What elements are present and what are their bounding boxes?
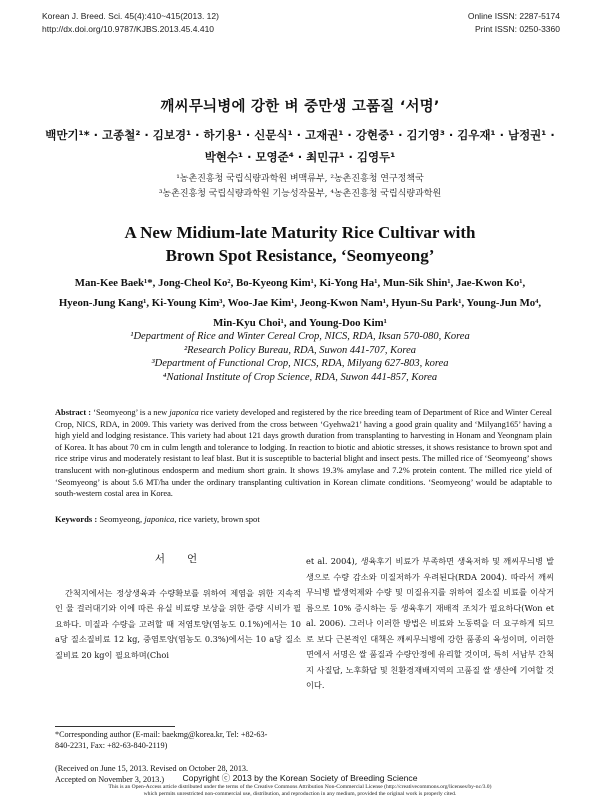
footnote-divider bbox=[55, 726, 175, 727]
corresponding-line-2: 840-2231, Fax: +82-63-840-2119) bbox=[55, 741, 168, 750]
korean-authors bbox=[20, 124, 580, 168]
english-title-line-2: Brown Spot Resistance, ‘Seomyeong’ bbox=[165, 246, 435, 265]
english-affiliation-line-3: ³Department of Functional Crop, NICS, RDA, Milyang 627-803, korea bbox=[151, 358, 449, 369]
journal-header-left bbox=[42, 10, 219, 36]
license-line-2: which permits unrestricted non-commercial use, distribution, and reproduction in any medium, provided the original work is properly cited. bbox=[143, 791, 457, 797]
keywords-text-2: , rice variety, brown spot bbox=[174, 514, 260, 524]
body-left-column bbox=[55, 552, 301, 663]
doi-link[interactable]: http://dx.doi.org/10.9787/KJBS.2013.45.4.410 bbox=[42, 24, 215, 34]
journal-header-right bbox=[468, 10, 560, 36]
journal-citation: Korean J. Breed. Sci. 45(4):410~415(2013. 12) bbox=[42, 11, 219, 21]
english-title bbox=[20, 221, 580, 267]
copyright-notice: Copyright ⓒ 2013 by the Korean Society of Breeding Science bbox=[182, 773, 418, 783]
english-affiliations bbox=[20, 330, 580, 384]
korean-affiliations bbox=[20, 172, 580, 202]
korean-authors-line-2: 박현수¹ · 모영준⁴ · 최민규¹ · 김영두¹ bbox=[204, 150, 396, 164]
abstract-japonica: japonica bbox=[169, 408, 199, 417]
abstract-text-2: rice variety developed and registered by the rice breeding team of Department of Rice and Winter Cereal Crop, NICS, RDA, in 2009. This variety was derived from the cross between ‘Gyehwa21’ having a good grain quality and ‘Milyang165’ having a high yield and lodging resistance. This variety had about 121 days growth duration from transplanting to harvesting in Honam and Yeongnam plain of Korea. It has about 70 cm in culm length and tolerance to lodging. In reaction to biotic and abiotic stresses, it shows resistance to brown spot and rice stripe virus and moderately resistant to leaf blast. But it is susceptible to bacterial blight and insect pests. The milled rice of ‘Seomyeong’ shows translucent with non-glutinous endosperm and medium short grain. It shows 19.3% amylase and 7.2% protein content. The milled rice yield of ‘Seomyeong’ is about 5.6 MT/ha under the ordinary transplanting cultivation in Korean climate conditions. ‘Seomyeong’ would be adaptable to south-western costal area in Korea. bbox=[55, 408, 552, 499]
korean-affiliation-line-2: ³농촌진흥청 국립식량과학원 기능성작물부, ⁴농촌진흥청 국립식량과학원 bbox=[158, 189, 442, 199]
body-paragraph-left: 간척지에서는 정상생육과 수량확보를 위하여 제염을 위한 지속적인 물 걸러대기와 이에 따른 유실 비료량 보상을 위한 증량 시비가 필요하다. 미질과 수량을 고려할 때 저염토양(염농도 0.1%)에서는 10 a당 질소질비료 12 kg, 중염토양(염농도 0.3%)에서는 10 a당 질소질비료 20 kg이 필요하며(Choi bbox=[55, 587, 301, 660]
accepted-line: Accepted on November 3, 2013.) bbox=[55, 775, 165, 784]
english-authors-line-3: Min-Kyu Choi¹, and Young-Doo Kim¹ bbox=[213, 317, 387, 329]
keywords bbox=[55, 514, 260, 524]
english-affiliation-line-1: ¹Department of Rice and Winter Cereal Crop, NICS, RDA, Iksan 570-080, Korea bbox=[130, 331, 470, 342]
keywords-japonica: japonica bbox=[144, 514, 175, 524]
english-title-line-1: A New Midium-late Maturity Rice Cultivar with bbox=[124, 223, 476, 242]
abstract-label: Abstract : bbox=[55, 408, 94, 417]
english-authors bbox=[20, 273, 580, 333]
corresponding-line-1: *Corresponding author (E-mail: baekmg@korea.kr, Tel: +82-63- bbox=[55, 730, 268, 739]
abstract bbox=[55, 407, 552, 500]
english-affiliation-line-2: ²Research Policy Bureau, RDA, Suwon 441-707, Korea bbox=[183, 344, 417, 356]
license-notice bbox=[40, 784, 560, 798]
license-line-1: This is an Open-Access article distributed under the terms of the Creative Commons Attribution Non-Commercial License (http://creativecommons.org/licenses/by-nc/3.0) bbox=[108, 784, 492, 790]
body-paragraph-right: et al. 2004), 생육후기 비료가 부족하면 생육저하 및 깨씨무늬병 발생으로 수량 감소와 미질저하가 우려된다(RDA 2004). 따라서 깨씨무늬병 발생억제와 수량 및 미질유지를 위하여 질소질 비료를 이삭거름으로 10% 증시하는 등 생육후기 재배적 조치가 필요하다(Won et al. 2006). 그러나 이러한 방법은 비료와 노동력을 더 요구하게 되므로 보다 근본적인 대책은 깨씨무늬병에 강한 품종의 육성이며, 이러한 면에서 서명은 쌀 품질과 수량안정에 유리할 것이며, 특히 서남부 간척지 사질답, 노후화답 및 친환경재배지역의 고품질 쌀 생산에 기여할 것이다. bbox=[306, 556, 554, 690]
english-authors-line-2: Hyeon-Jung Kang¹, Ki-Young Kim³, Woo-Jae Kim¹, Jeong-Kwon Nam¹, Hyun-Su Park¹, Young-Jun Mo⁴, bbox=[58, 297, 542, 309]
korean-authors-line-1: 백만기¹* · 고종철² · 김보경¹ · 하기용¹ · 신문식¹ · 고재권¹ · 강현중¹ · 김기영³ · 김우재¹ · 남정권¹ · bbox=[45, 128, 555, 142]
print-issn: Print ISSN: 0250-3360 bbox=[474, 24, 560, 34]
english-authors-line-1: Man-Kee Baek¹*, Jong-Cheol Ko², Bo-Kyeong Kim¹, Ki-Yong Ha¹, Mun-Sik Shin¹, Jae-Kwon Ko¹, bbox=[74, 277, 526, 289]
section-title-introduction: 서언 bbox=[154, 553, 220, 565]
keywords-text-1: Seomyeong, bbox=[99, 514, 145, 524]
english-affiliation-line-4: ⁴National Institute of Crop Science, RDA, Suwon 441-857, Korea bbox=[162, 371, 438, 383]
abstract-text-1: ‘Seomyeong’ is a new bbox=[93, 408, 170, 417]
keywords-label: Keywords : bbox=[55, 514, 100, 524]
korean-affiliation-line-1: ¹농촌진흥청 국립식량과학원 벼맥류부, ²농촌진흥청 연구정책국 bbox=[176, 174, 424, 184]
korean-title: 깨씨무늬병에 강한 벼 중만생 고품질 ‘서명’ bbox=[160, 99, 440, 115]
body-right-column bbox=[306, 554, 554, 694]
received-line: (Received on June 15, 2013. Revised on October 28, 2013. bbox=[55, 764, 249, 773]
corresponding-author-footnote bbox=[55, 729, 301, 751]
online-issn: Online ISSN: 2287-5174 bbox=[467, 11, 560, 21]
